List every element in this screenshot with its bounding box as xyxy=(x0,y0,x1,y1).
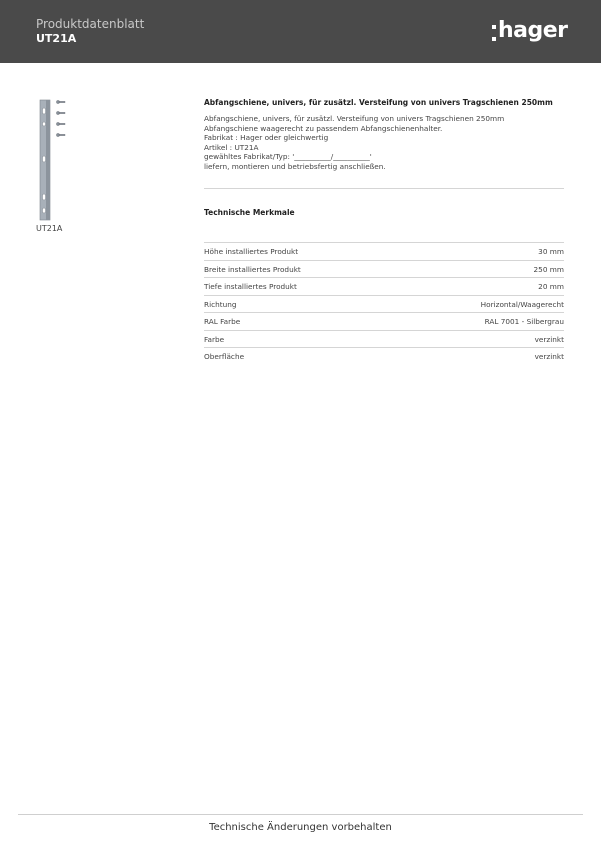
feature-value: verzinkt xyxy=(534,352,564,362)
description-text xyxy=(204,114,564,172)
description-line: liefern, montieren und betriebsfertig anschließen. xyxy=(204,161,386,171)
footer-divider xyxy=(18,814,583,815)
description-line: Fabrikat : Hager oder gleichwertig xyxy=(204,133,329,143)
product-title: Abfangschiene, univers, für zusätzl. Versteifung von univers Tragschienen 250mm xyxy=(204,98,553,107)
table-row xyxy=(204,295,564,313)
table-row xyxy=(204,260,564,278)
description-line: gewähltes Fabrikat/Typ: '__________/__________' xyxy=(204,152,372,162)
header-bar xyxy=(0,0,601,63)
features-table xyxy=(204,242,564,365)
table-row xyxy=(204,312,564,330)
description-line: Abfangschiene waagerecht zu passendem Abfangschienenhalter. xyxy=(204,123,443,133)
feature-value: 250 mm xyxy=(533,264,564,274)
hager-logo xyxy=(492,17,568,45)
feature-label: Breite installiertes Produkt xyxy=(204,264,301,274)
description-block xyxy=(204,98,564,172)
description-line: Artikel : UT21A xyxy=(204,142,259,152)
description-line: Abfangschiene, univers, für zusätzl. Versteifung von univers Tragschienen 250mm xyxy=(204,114,505,123)
feature-label: Höhe installiertes Produkt xyxy=(204,247,299,257)
product-image-caption: UT21A xyxy=(36,224,63,233)
mounting-rail-icon xyxy=(34,94,74,224)
table-row xyxy=(204,277,564,295)
feature-value: verzinkt xyxy=(534,334,564,344)
feature-value: RAL 7001 - Silbergrau xyxy=(484,317,564,327)
feature-value: 20 mm xyxy=(538,282,564,292)
logo-text: hager xyxy=(498,18,568,43)
feature-label: Farbe xyxy=(204,334,225,344)
document-type-label: Produktdatenblatt xyxy=(36,17,145,31)
feature-label: Richtung xyxy=(204,299,237,309)
table-row xyxy=(204,242,564,260)
product-code-title: UT21A xyxy=(36,32,77,45)
logo-colon-icon xyxy=(492,25,496,41)
section-divider xyxy=(204,188,564,189)
feature-label: RAL Farbe xyxy=(204,317,241,327)
footer-note: Technische Änderungen vorbehalten xyxy=(209,822,392,833)
feature-value: 30 mm xyxy=(538,247,564,257)
feature-label: Tiefe installiertes Produkt xyxy=(204,282,297,292)
table-row xyxy=(204,330,564,348)
feature-label: Oberfläche xyxy=(204,352,245,362)
feature-value: Horizontal/Waagerecht xyxy=(480,299,564,309)
table-row xyxy=(204,347,564,365)
technical-features-heading: Technische Merkmale xyxy=(204,208,295,217)
